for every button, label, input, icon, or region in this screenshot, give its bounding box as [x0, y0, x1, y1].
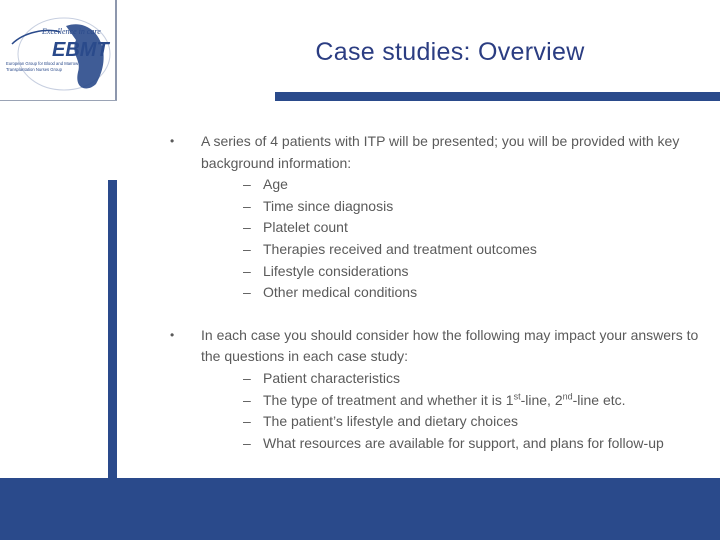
bullet-item [170, 325, 700, 455]
sub-item [201, 239, 700, 261]
bullet-text: In each case you should consider how the following may impact your answers to the questions in each case study: [201, 326, 699, 365]
logo-org-line1: European Group for Blood and Marrow [6, 61, 79, 66]
ebmt-logo-graphic [4, 10, 116, 94]
sub-item-text: Patient characteristics [263, 369, 400, 386]
dash-icon: – [243, 391, 251, 408]
footer-bar [0, 478, 720, 540]
dash-icon: – [243, 413, 251, 430]
sub-item-text: The type of treatment and whether it is 1st-line, 2nd-line etc. [263, 390, 626, 408]
dash-icon: – [243, 197, 251, 214]
dash-icon: – [243, 219, 251, 236]
title-underline-bar [275, 92, 720, 101]
sub-item [201, 390, 700, 412]
left-accent-bar [108, 180, 117, 480]
sub-item [201, 196, 700, 218]
slide-title: Case studies: Overview [315, 38, 585, 66]
sub-item-text: Other medical conditions [263, 284, 418, 301]
logo-divider [115, 0, 117, 100]
bullet-item [170, 131, 700, 304]
ebmt-logo [0, 0, 117, 101]
sub-item [201, 282, 700, 304]
dash-icon: – [243, 284, 251, 301]
dash-icon: – [243, 176, 251, 193]
sub-item [201, 411, 700, 433]
dash-icon: – [243, 434, 251, 451]
dash-icon: – [243, 240, 251, 257]
logo-brand: EBMT [52, 39, 109, 61]
sub-item-text: Platelet count [263, 219, 348, 236]
logo-tagline: Excellence in care [42, 27, 101, 36]
bullet-icon: • [170, 327, 175, 342]
sub-item-text: Time since diagnosis [263, 197, 394, 214]
sub-item-text: What resources are available for support, and plans for follow-up [263, 434, 664, 451]
sub-item-text: Age [263, 176, 288, 193]
sub-item [201, 368, 700, 390]
bullet-icon: • [170, 134, 175, 148]
logo-org-line2: Transplantation Nurses Group [6, 67, 62, 72]
sub-item [201, 174, 700, 196]
slide-body [170, 131, 700, 475]
bullet-text: A series of 4 patients with ITP will be presented; you will be provided with key background information: [201, 133, 680, 171]
dash-icon: – [243, 369, 251, 386]
sub-item [201, 261, 700, 283]
dash-icon: – [243, 262, 251, 279]
sub-item-text: Therapies received and treatment outcomes [263, 240, 537, 257]
sub-item-text: Lifestyle considerations [263, 262, 409, 279]
sub-item [201, 217, 700, 239]
sub-item-text: The patient’s lifestyle and dietary choices [263, 413, 518, 430]
sub-item [201, 433, 700, 455]
